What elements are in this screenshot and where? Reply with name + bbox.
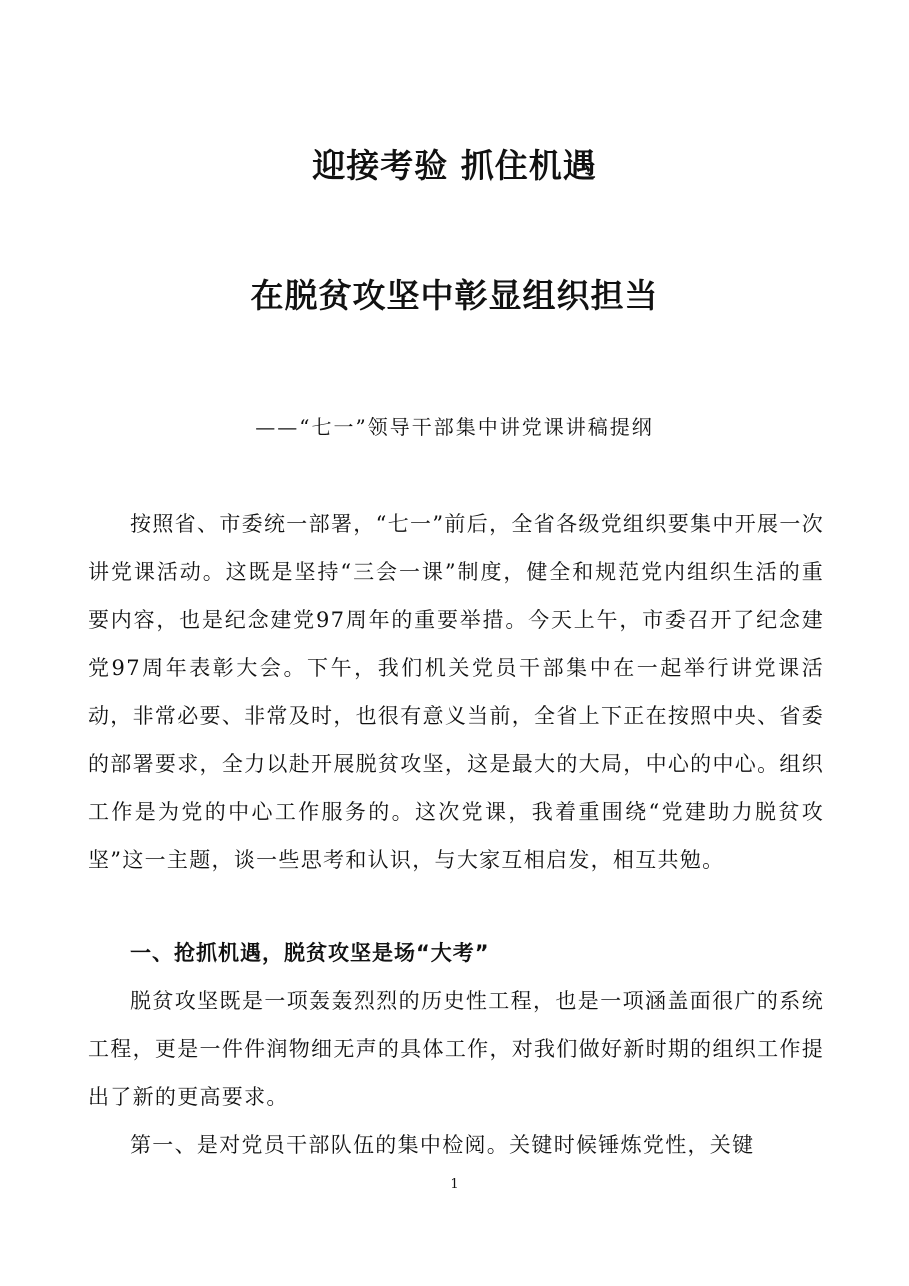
intro-paragraph: 按照省、市委统一部署，“七一”前后，全省各级党组织要集中开展一次讲党课活动。这既是坚持“三会一课”制度，健全和规范党内组织生活的重要内容，也是纪念建党97周年的重要举措。今天上午，市委召开了纪念建党97周年表彰大会。下午，我们机关党员干部集中在一起举行讲党课活动，非常必要、非常及时，也很有意义当前，全省上下正在按照中央、省委的部署要求，全力以赴开展脱贫攻坚，这是最大的大局，中心的中心。组织工作是为党的中心工作服务的。这次党课，我着重围绕“党建助力脱贫攻坚”这一主题，谈一些思考和认识，与大家互相启发，相互共勉。 — [88, 512, 824, 872]
document-title-line-2: 在脱贫攻坚中彰显组织担当 — [250, 276, 659, 315]
page-number: 1 — [450, 1177, 459, 1192]
point-paragraph: 第一、是对党员干部队伍的集中检阅。关键时候锤炼党性，关键 — [130, 1133, 755, 1157]
document-subtitle: ——“七一”领导干部集中讲党课讲稿提纲 — [255, 415, 654, 439]
section-paragraph: 脱贫攻坚既是一项轰轰烈烈的历史性工程，也是一项涵盖面很广的系统工程，更是一件件润物细无声的具体工作，对我们做好新时期的组织工作提出了新的更高要求。 — [88, 989, 824, 1109]
document-title-line-1: 迎接考验 抓住机遇 — [312, 146, 597, 185]
section-heading: 一、抢抓机遇，脱贫攻坚是场“大考” — [130, 941, 490, 965]
